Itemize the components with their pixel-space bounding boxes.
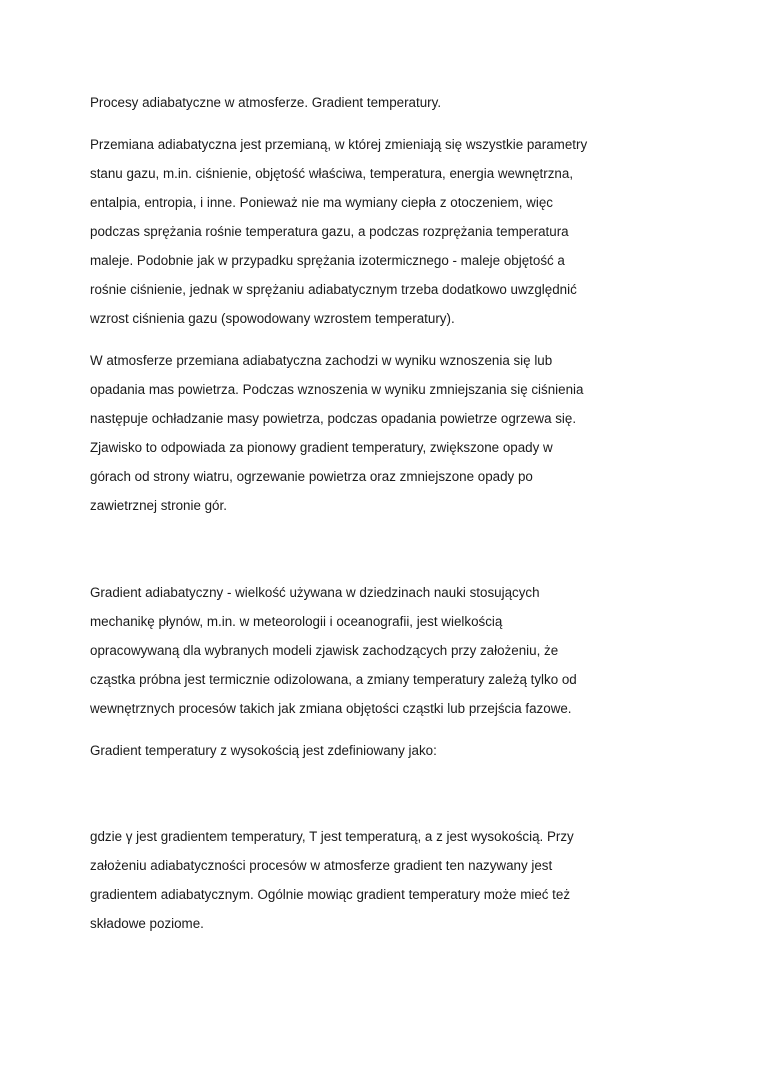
paragraph-gradient-definition: Gradient temperatury z wysokością jest zdefiniowany jako: — [90, 743, 437, 758]
paragraph-adiabatic-process: Przemiana adiabatyczna jest przemianą, w której zmieniają się wszystkie parametry stanu gazu, m.in. ciśnienie, objętość właściwa, temperatura, energia wewnętrzna, entalpia, entropia, i inne. Ponieważ nie ma wymiany ciepła z otoczeniem, więc podczas sprężania rośnie temperatura gazu, a podczas rozprężania temperatura maleje. Podobnie jak w przypadku sprężania izotermicznego - maleje objętość a rośnie ciśnienie, jednak w sprężaniu adiabatycznym trzeba dodatkowo uwzględnić wzrost ciśnienia gazu (spowodowany wzrostem temperatury). — [90, 137, 588, 326]
paragraph-adiabatic-gradient: Gradient adiabatyczny - wielkość używana w dziedzinach nauki stosujących mechanikę płynów, m.in. w meteorologii i oceanografii, jest wielkością opracowywaną dla wybranych modeli zjawisk zachodzących przy założeniu, że cząstka próbna jest termicznie odizolowana, a zmiany temperatury zależą tylko od wewnętrznych procesów takich jak zmiana objętości cząstki lub przejścia fazowe. — [90, 585, 577, 716]
document-title: Procesy adiabatyczne w atmosferze. Gradient temperatury. — [90, 95, 442, 110]
document-body — [90, 88, 650, 951]
formula-placeholder — [90, 778, 650, 822]
paragraph-atmosphere: W atmosferze przemiana adiabatyczna zachodzi w wyniku wznoszenia się lub opadania mas powietrza. Podczas wznoszenia w wyniku zmniejszania się ciśnienia następuje ochładzanie masy powietrza, podczas opadania powietrze ogrzewa się. Zjawisko to odpowiada za pionowy gradient temperatury, zwiększone opady w górach od strony wiatru, ogrzewanie powietrza oraz zmniejszone opady po zawietrznej stronie gór. — [90, 353, 584, 513]
paragraph-gradient-explanation: gdzie γ jest gradientem temperatury, T jest temperaturą, a z jest wysokością. Przy założeniu adiabatyczności procesów w atmosferze gradient ten nazywany jest gradientem adiabatycznym. Ogólnie mowiąc gradient temperatury może mieć też składowe poziome. — [90, 829, 574, 931]
